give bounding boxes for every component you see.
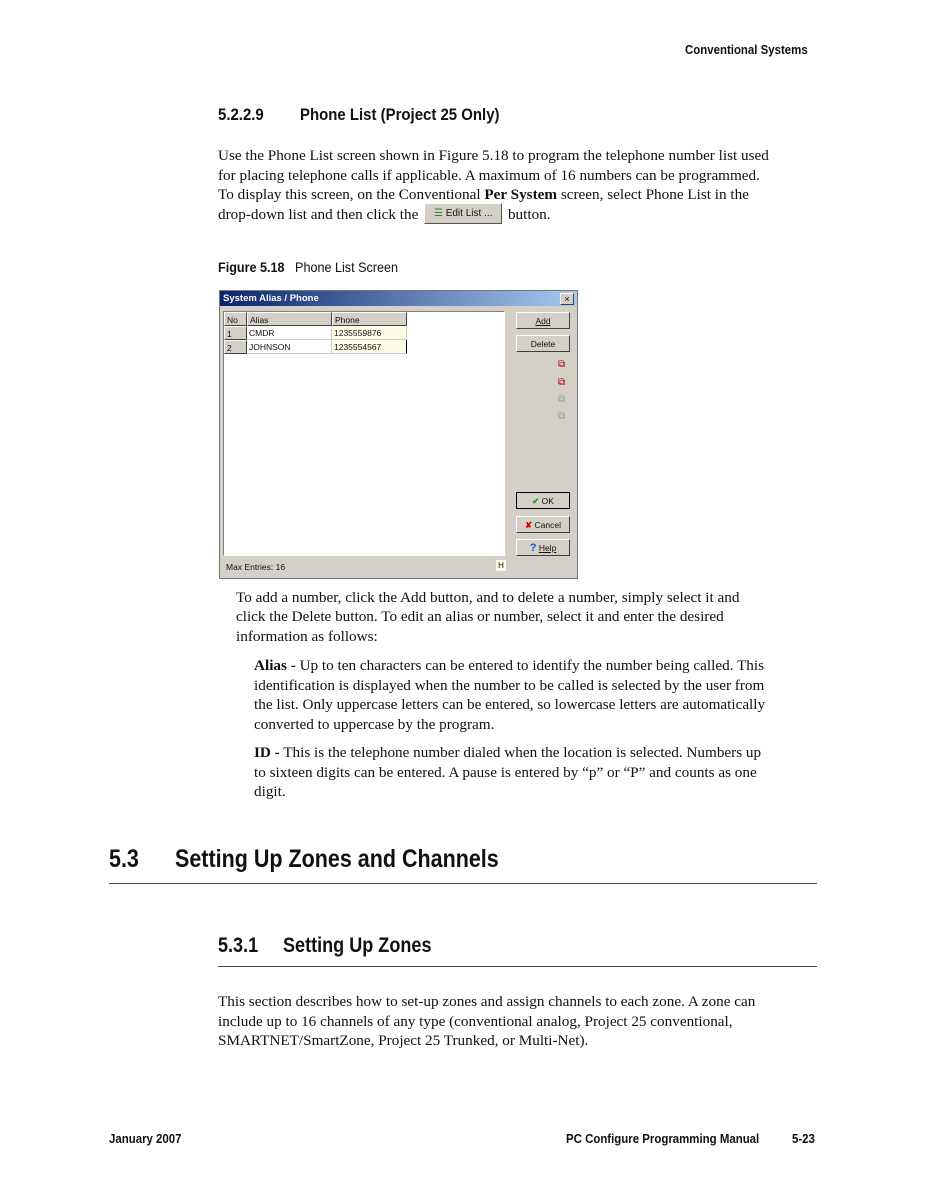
phone-cell-editing[interactable]: 1235554567	[332, 340, 407, 354]
body-line: identification is displayed when the number to be called is selected by the user from	[254, 677, 765, 694]
divider	[218, 966, 817, 967]
checkmark-icon: ✔	[532, 496, 540, 506]
figure-title: Phone List Screen	[295, 259, 398, 275]
button-label: Edit List ...	[445, 208, 493, 220]
term-id: ID -	[254, 744, 280, 761]
body-line: digit.	[254, 783, 286, 800]
phone-grid[interactable]	[223, 311, 505, 556]
body-line	[218, 185, 749, 205]
copy-icon[interactable]: ⧉	[558, 359, 566, 370]
add-button[interactable]	[516, 312, 570, 329]
section-title: Setting Up Zones and Channels	[175, 845, 499, 873]
section-title: Setting Up Zones	[283, 934, 432, 957]
phone-list-dialog	[219, 290, 578, 579]
list-icon: ☰	[433, 208, 443, 220]
body-line: Use the Phone List screen shown in Figure 5.18 to program the telephone number list used	[218, 147, 769, 164]
column-header-phone[interactable]: Phone	[332, 312, 407, 326]
dialog-title: System Alias / Phone	[220, 291, 577, 306]
divider	[109, 883, 817, 884]
phone-cell[interactable]: 1235559876	[332, 326, 407, 340]
cancel-button[interactable]	[516, 516, 570, 533]
row-number[interactable]: 2	[224, 340, 247, 354]
ok-button[interactable]	[516, 492, 570, 509]
body-line: to sixteen digits can be entered. A pause is entered by “p” or “P” and counts as one	[254, 764, 757, 781]
question-icon: ?	[529, 542, 537, 554]
footer-date: January 2007	[109, 1131, 182, 1146]
text: drop-down list and then click the	[218, 206, 423, 223]
body-line	[254, 656, 764, 676]
help-button[interactable]	[516, 539, 570, 556]
body-line	[254, 743, 761, 763]
row-number[interactable]: 1	[224, 326, 247, 340]
footer-manual: PC Configure Programming Manual	[566, 1131, 760, 1146]
button-label: OK	[541, 496, 554, 506]
text: screen, select Phone List in the	[557, 186, 749, 203]
body-line: This section describes how to set-up zones and assign channels to each zone. A zone can	[218, 993, 756, 1010]
text: button.	[507, 206, 551, 223]
figure-caption	[218, 259, 398, 275]
status-indicator: H	[496, 560, 506, 571]
copy-all-icon[interactable]: ⧉	[558, 377, 566, 388]
column-header-no[interactable]: No	[224, 312, 247, 326]
body-line: To add a number, click the Add button, and to delete a number, simply select it and	[236, 589, 740, 606]
text: This is the telephone number dialed when the location is selected. Numbers up	[279, 744, 762, 761]
body-line: the list. Only uppercase letters can be entered, so lowercase letters are automatically	[254, 696, 766, 713]
page-number: 5-23	[792, 1131, 815, 1146]
body-line: click the Delete button. To edit an alias or number, select it and enter the desired	[236, 608, 724, 625]
button-label: Help	[538, 543, 557, 553]
alias-cell[interactable]: JOHNSON	[247, 340, 332, 354]
body-line: SMARTNET/SmartZone, Project 25 Trunked, or Multi-Net).	[218, 1032, 589, 1049]
body-line: for placing telephone calls if applicable. A maximum of 16 numbers can be programmed.	[218, 167, 760, 184]
body-line: information as follows:	[236, 628, 378, 645]
figure-label: Figure 5.18	[218, 259, 285, 275]
edit-list-button	[424, 203, 502, 224]
x-icon: ✘	[525, 520, 533, 530]
close-button[interactable]: ×	[560, 293, 574, 305]
alias-cell[interactable]: CMDR	[247, 326, 332, 340]
text: To display this screen, on the Conventional	[218, 186, 485, 203]
text: Up to ten characters can be entered to identify the number being called. This	[295, 657, 765, 674]
section-number: 5.2.2.9	[218, 105, 264, 124]
delete-button[interactable]	[516, 335, 570, 352]
running-header: Conventional Systems	[685, 42, 808, 57]
body-line	[218, 205, 551, 226]
button-label: Delete	[530, 339, 556, 349]
paste-all-icon[interactable]: ⧉	[558, 411, 566, 422]
status-text: Max Entries: 16	[226, 562, 286, 572]
bold-term: Per System	[484, 186, 558, 203]
term-alias: Alias -	[254, 657, 296, 674]
button-label: Add	[535, 316, 551, 326]
body-line: include up to 16 channels of any type (conventional analog, Project 25 conventional,	[218, 1013, 733, 1030]
column-header-alias[interactable]: Alias	[247, 312, 332, 326]
button-label: Cancel	[534, 520, 561, 530]
section-number: 5.3	[109, 845, 139, 873]
paste-icon[interactable]: ⧉	[558, 394, 566, 405]
body-line: converted to uppercase by the program.	[254, 716, 495, 733]
section-number: 5.3.1	[218, 934, 259, 957]
section-title: Phone List (Project 25 Only)	[300, 105, 500, 124]
